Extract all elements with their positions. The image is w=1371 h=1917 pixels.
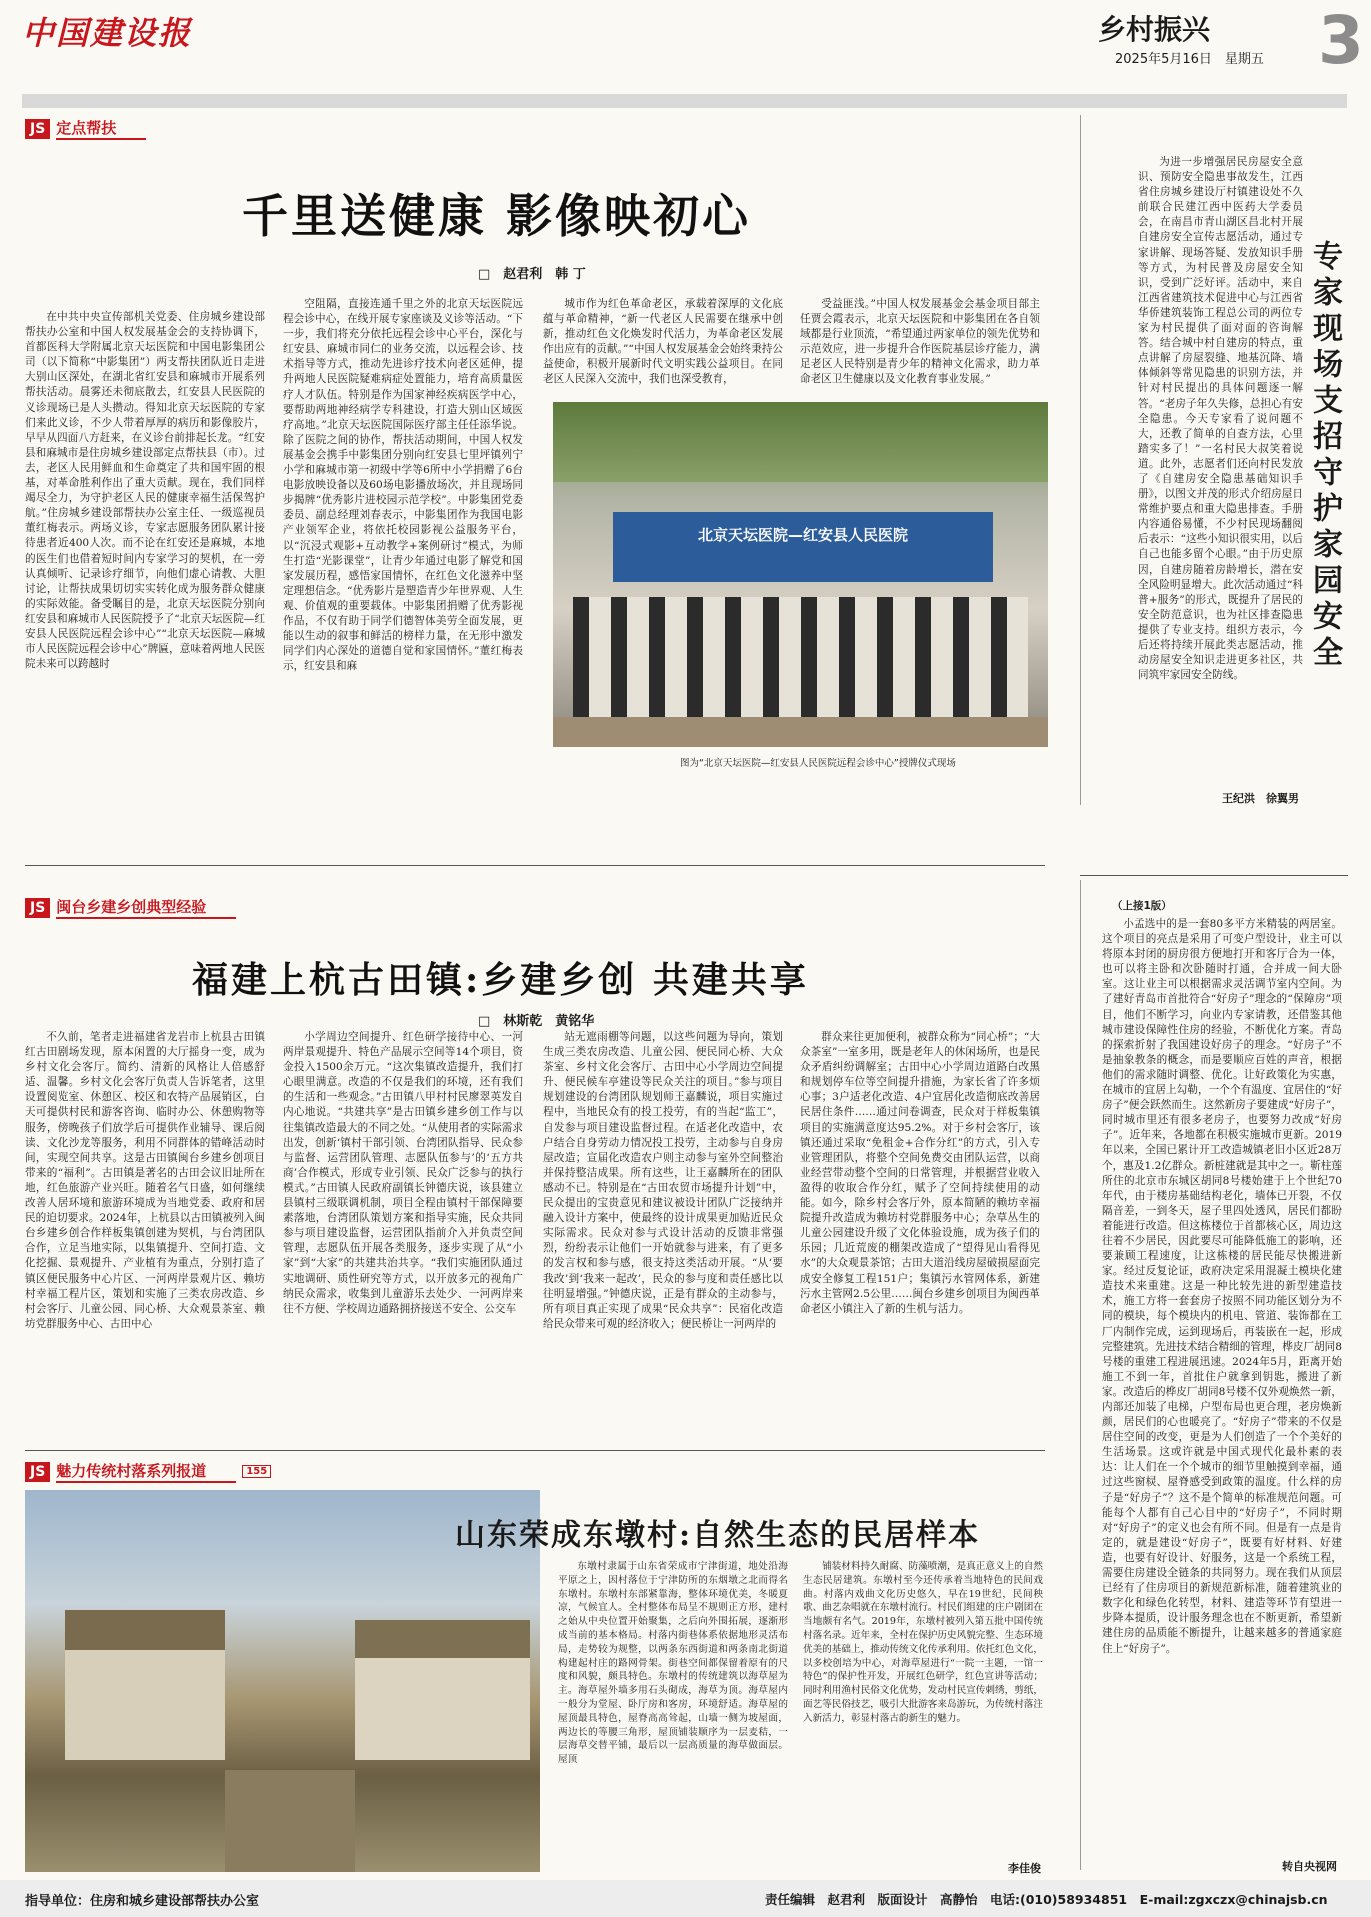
article1-byline: □ 赵君利 韩 丁 [478, 267, 586, 282]
article2-title: 福建上杭古田镇:乡建乡创 共建共享 [192, 959, 809, 1001]
column-tag [25, 1460, 271, 1483]
header-rule [22, 94, 1347, 108]
article1-col2: 空阻隔，直接连通千里之外的北京天坛医院远程会诊中心，在线开展专家座谈及义诊等活动。“下一步，我们将充分依托远程会诊中心平台，深化与红安县、麻城市同仁的业务交流，以远程会诊、技术指导等方式，推动先进诊疗技术向老区延伸，提升两地人民医院疑难病症处置能力，培育高质量医疗人才队伍。特别是作为国家神经疾病医学中心，要帮助两地神经病学专科建设，打造大别山区域医疗高地。”北京天坛医院国际医疗部主任任添华说。除了医院之间的协作，帮扶活动期间，中国人权发展基金会携手中影集团分别向红安县七里坪镇列宁小学和麻城市第一初级中学等6所中小学捐赠了6台电影放映设备以及60场电影播放场次，并且现场同步揭牌“优秀影片进校园示范学校”。中影集团党委委员、副总经理刘春表示，中影集团作为我国电影产业领军企业，将依托校园影视公益服务平台，以“沉浸式观影+互动教学+案例研讨”模式，为师生打造“光影课堂”，让青少年通过电影了解党和国家发展历程，感悟家国情怀，在红色文化滋养中坚定理想信念。“优秀影片是塑造青少年世界观、人生观、价值观的重要载体。中影集团捐赠了优秀影视作品，不仅有助于同学们德智体美劳全面发展，更能以生动的叙事和鲜活的榜样力量，在无形中激发同学们内心深处的道德自觉和家国情怀。”董红梅表示，红安县和麻 [283, 298, 523, 673]
people-group [573, 597, 1028, 717]
article3-col2: 铺装材料持久耐腐、防藻喷潮，是真正意义上的自然生态民居建筑。东墩村至今还传承着当地特色的民间戏曲。村落内戏曲文化历史悠久，早在19世纪，民间秧歌、曲艺杂唱就在东墩村流行。村民们组建的庄户剧团在当地颇有名气。2019年，东墩村被列入第五批中国传统村落名录。近年来，全村在保护历史风貌完整、生态环境优美的基础上，推动传统文化传承利用。依托红色文化，以多校创培为中心，对海草屋进行“一院一主题，一馆一特色”的保护性开发，开展红色研学，红色宣讲等活动；同时利用渔村民俗文化优势，发动村民宣传刺绣，剪纸，面艺等民俗技艺，吸引大批游客来岛游玩，为传统村落注入新活力，彰显村落古韵新生的魅力。 [803, 1561, 1043, 1724]
column-tag-label: 魅力传统村落系列报道 [56, 1460, 236, 1483]
article3-title: 山东荣成东墩村:自然生态的民居样本 [455, 1518, 981, 1553]
ceremony-photo [553, 402, 1048, 747]
article2-col2: 小学周边空间提升、红色研学接待中心、一河两岸景观提升、特色产品展示空间等14个项目，资金投入1500余万元。“这次集镇改造提升，我们打心眼里满意。改造的不仅是我们的环境，还有我们的生活和一些观念。”古田镇八甲村村民廖翠英发自内心地说。“共建共享”是古田镇乡建乡创工作与以往集镇改造最大的不同之处。“从使用者的实际需求出发，创新‘镇村干部引领、台湾团队指导、民众参与监督、运营团队管理、志愿队伍参与’的‘五方共商’合作模式，形成专业引领、民众广泛参与的执行模式。”古田镇人民政府副镇长钟德庆说，该县建立县镇村三级联调机制，项目全程由镇村干部保障要素落地，台湾团队策划方案和指导实施，民众共同参与项目建设监督，运营团队指前介入并负责空间管理，志愿队伍开展各类服务，逐步实现了从“小家”到“大家”的共建共治共享。“我们实施团队通过实地调研、质性研究等方式，以开放多元的视角广纳民众需求，收集到儿童游乐去处少、一河两岸来往不方便、学校周边通路拥挤接送不安全、公交车 [283, 1031, 523, 1315]
article1-col3: 城市作为红色革命老区，承载着深厚的文化底蕴与革命精神，“新一代老区人民需要在继承中创新，推动红色文化焕发时代活力，为革命老区发展作出应有的贡献。”“中国人权发展基金会始终秉持公益使命，积极开展新时代文明实践公益项目。在同老区人民深入交流中，我们也深受教育， [543, 298, 783, 386]
column-tag-label: 定点帮扶 [56, 117, 146, 140]
column-tag [25, 117, 146, 140]
sidebar1-text: 为进一步增强居民房屋安全意识、预防安全隐患事故发生，江西省住房城乡建设厅村镇建设处不久前联合民建江西中医药大学委员会，在南昌市青山湖区昌北村开展自建房安全宣传志愿活动，通过专家讲解、现场答疑、发放知识手册等方式，为村民普及房屋安全知识，受到广泛好评。活动中，来自江西省建筑技术促进中心与江西省华侨建筑装饰工程总公司的两位专家为村民提供了面对面的咨询解答。结合城中村自建房的特点，重点讲解了房屋裂缝、地基沉降、墙体倾斜等常见隐患的识别方法，并针对村民提出的具体问题逐一解答。“老房子年久失修，总担心有安全隐患。今天专家看了说问题不大，还教了简单的自查方法，心里踏实多了！”一名村民大叔笑着说道。此外，志愿者们还向村民发放了《自建房安全隐患基础知识手册》，以图文并茂的形式介绍房屋日常维护要点和重大隐患排查。手册内容通俗易懂，不少村民现场翻阅后表示：“这些小知识很实用，以后自己也能多留个心眼。”由于历史原因，自建房随着房龄增长，潜在安全风险明显增大。此次活动通过“科普+服务”的形式，既提升了居民的安全防范意识，也为社区排查隐患提供了专业支持。组织方表示，今后还将持续开展此类志愿活动，推动房屋安全知识走进更多社区，共同筑牢家园安全防线。 [1138, 156, 1303, 682]
article3-col1: 东墩村隶属于山东省荣成市宁津街道，地处沿海平原之上，因村落位于宁津防所的东烟墩之北而得名东墩村。东墩村东部紧靠海，整体环境优美，冬暖夏凉，气候宜人。全村整体布局呈不规则正方形，建村之始从中央位置开始聚集，之后向外围拓展，逐渐形成当前的基本格局。村落内街巷体系依据地形灵活布局，走势较为规整，以两条东西街道和两条南北街道构建起村庄的路网骨架。街巷空间都保留着原有的尺度和风貌，颇具特色。东墩村的传统建筑以海草屋为主。海草屋外墙多用石头砌成，海草为顶。海草屋内一般分为堂屋、卧厅房和客房，环境舒适。海草屋的屋顶最具特色，屋脊高高耸起，山墙一侧为坡屋面，两边长的等腰三角形，屋顶铺装顺序为一层麦秸，一层海草交替平铺，最后以一层高质量的海草做面层。屋顶 [558, 1561, 788, 1766]
article1-col4: 受益匪浅。”中国人权发展基金会基金项目部主任贾会霞表示，北京天坛医院和中影集团在各自领域都是行业顶流，“希望通过两家单位的领先优势和示范效应，进一步提升合作医院基层诊疗能力，满足老区人民特别是青少年的精神文化需求，助力革命老区卫生健康以及文化教育事业发展。” [800, 298, 1040, 386]
sidebar1-author: 王纪洪 徐翼男 [1222, 792, 1299, 805]
sidebar1-title: 专家现场支招守护家园安全 [1307, 240, 1342, 672]
issue-date: 2025年5月16日 星期五 [1115, 52, 1264, 67]
article2-col3: 站无遮雨棚等问题，以这些问题为导向，策划生成三类农房改造、儿童公园、便民同心桥、大众茶室、乡村文化会客厅、古田中心小学周边空间提升、便民候车亭建设等民众关注的项目。”参与项目规划建设的台湾团队规划师王嘉麟说，项目实施过程中，当地民众有的投工投劳，有的当起“监工”，自发参与项目建设监督过程。在适老化改造中，农户结合自身劳动力情况投工投劳，主动参与自身房屋改造；宣届化改造农户则主动参与室外空间整治并保持整洁成果。所有这些，让王嘉麟所在的团队感动不已。特别是在“古田农贸市场提升计划”中，民众提出的宝贵意见和建议被设计团队广泛接纳并融入设计方案中，使最终的设计成果更加贴近民众实际需求。民众对参与式设计活动的反馈非常强烈，纷纷表示让他们一开始就参与进来，有了更多的发言权和参与感，很支持这类活动开展。“从‘要我改’到‘我来一起改’，民众的参与度和责任感比以往明显增强。”钟德庆说，正是有群众的主动参与，所有项目真正实现了成果“民众共享”：民宿化改造给民众带来可观的经济收入；便民桥让一河两岸的 [543, 1031, 783, 1330]
column-tag-label: 闽台乡建乡创典型经验 [56, 896, 236, 919]
sidebar2-source: 转自央视网 [1282, 1860, 1337, 1873]
article2-col1: 不久前，笔者走进福建省龙岩市上杭县古田镇红古田剧场发现，原本闲置的大厅摇身一变，成为乡村文化会客厅。简约、清新的风格让人倍感舒适、温馨。乡村文化会客厅负责人告诉笔者，这里设置阅览室、休憩区、校区和农特产品展销区，白天可提供村民和游客咨询、临时办公、休憩购物等服务，傍晚孩子们放学后可提供作业辅导、课后阅读、文化沙龙等服务，利用不同群体的错峰活动时间，实现空间共享。这是古田镇闽台乡建乡创项目带来的“福利”。古田镇是著名的古田会议旧址所在地，红色旅游产业兴旺。随着名气日盛，如何继续改善人居环境和旅游环境成为当地党委、政府和居民的迫切要求。2024年，上杭县以古田镇被列入闽台乡建乡创合作样板集镇创建为契机，与台湾团队合作，立足当地实际，以集镇提升、空间打造、文化挖掘、景观提升、产业植有为重点，分别打造了镇区便民服务中心片区、一河两岸景观片区、赖坊村幸福工程片区，策划和实施了三类农房改造、乡村会客厅、儿童公园、同心桥、大众观景茶室、赖坊党群服务中心、古田中心 [25, 1031, 265, 1330]
article1-col1: 在中共中央宣传部机关党委、住房城乡建设部帮扶办公室和中国人权发展基金会的支持协调下，首都医科大学附属北京天坛医院和中国电影集团公司（以下简称“中影集团”）两支帮扶团队近日走进大别山区深处，在湖北省红安县和麻城市开展系列帮扶活动。晨雾还未彻底散去，红安县人民医院的义诊现场已是人头攒动。得知北京天坛医院的专家们来此义诊，不少人带着厚厚的病历和影像胶片，早早从四面八方赶来，在义诊台前排起长龙。“红安县和麻城市是住房城乡建设部定点帮扶县（市）。过去，老区人民用鲜血和生命奠定了共和国牢固的根基，对革命胜利作出了重大贡献。现在，我们同样竭尽全力，为守护老区人民的健康幸福生活保驾护航。”住房城乡建设部帮扶办公室主任、一级巡视员董红梅表示。两场义诊，专家志愿服务团队累计接待患者近400人次。而不论在红安还是麻城，本地的医生们也借着短时间内专家学习的契机，在一旁认真倾听、记录诊疗细节，向他们虚心请教、大胆讨论，让帮扶成果切切实实转化成为服务群众健康的实际效能。备受瞩目的是，北京天坛医院分别向红安县和麻城市人民医院授予了“北京天坛医院—红安县人民医院远程会诊中心”“北京天坛医院—麻城市人民医院远程会诊中心”牌匾，意味着两地人民医院未来可以跨越时 [25, 311, 265, 671]
village-lane [225, 1770, 355, 1872]
js-badge: JS [25, 898, 50, 918]
column-tag [25, 896, 236, 919]
article2-col4: 群众来往更加便利，被群众称为“同心桥”；“大众茶室”一室多用，既是老年人的休闲场所，也是民众矛盾纠纷调解室；古田中心小学周边道路白改黑和规划停车位等空间提升措施，为家长省了许多烦心事；3户适老化改造、4户宜居化改造彻底改善居民居住条件……通过问卷调查，民众对于样板集镇项目的实施满意度达95.2%。对于乡村会客厅，该镇还通过采取“免租金+合作分红”的方式，引入专业管理团队，将整个空间免费交由团队运营，以商业经营带动整个空间的日常管理，并根据营业收入盈得的收取合作分红，赋予了空间持续使用的动能。如今，除乡村会客厅外，原本简陋的赖坊幸福院提升改造成为赖坊村党群服务中心；杂草丛生的儿童公园建设升级了文化体验设施，成为孩子们的乐园；几近荒废的棚架改造成了“望得见山看得见水”的大众观景茶馆；古田大道沿线房屋破损屋面完成安全修复工程151户；集镇污水管网体系，新建污水主管网2.5公里……闽台乡建乡创项目为闽西革命老区小镇注入了新的生机与活力。 [800, 1031, 1040, 1315]
article3-author: 李佳俊 [1008, 1862, 1041, 1875]
article1-title: 千里送健康 影像映初心 [242, 189, 752, 243]
thatched-house [65, 1610, 225, 1760]
page-number: 3 [1318, 2, 1364, 79]
js-badge: JS [25, 1462, 50, 1482]
section-title: 乡村振兴 [1098, 13, 1211, 46]
series-number: 155 [242, 1465, 271, 1478]
newspaper-logo: 中国建设报 [22, 14, 193, 52]
photo-caption: 图为“北京天坛医院—红安县人民医院远程会诊中心”授牌仪式现场 [680, 758, 956, 769]
sidebar2-text: 小孟选中的是一套80多平方米精装的两居室。这个项目的亮点是采用了可变户型设计，业主可以将原本封闭的厨房很方便地打开和客厅合为一体，也可以将主卧和次卧随时打通，合并成一间大卧室。这让业主可以根据需求灵活调节室内空间。为了建好青岛市首批符合“好房子”理念的“保障房”项目，他们不断学习，向业内专家请教，还借鉴其他城市建设保障性住房的经验，不断优化方案。青岛的探索折射了我国建设好房子的理念。“好房子”不是抽象教条的概念，而是要顺应百姓的声音，根据他们的需求随时调整、优化。让好政策化为实惠，在城市的宜居上勾勒，一个个有温度、宜居住的“好房子”便会跃然而生。这然新房子要建成“好房子”，同时城市里还有很多老房子，也要努力改成“好房子”。近年来，各地都在积极实施城市更新。2019年以来，全国已累计开工改造城镇老旧小区近28万个，惠及1.2亿群众。新桩建就是其中之一。靳柱莲所住的北京市东城区胡同8号楼始建于上个世纪70年代，由于楼房基础结构老化，墙体已开裂，不仅隔音差，一到冬天，屋子里四处透风，居民们都盼着能进行改造。但这栋楼位于首都核心区，周边这往着不少居民，因此要尽可能降低施工的影响，还要兼顾工程速度，让这栋楼的居民能尽快搬进新家。经过反复论证，政府决定采用混凝土模块化建造技术来重建。这是一种比较先进的新型建造技术，施工方将一套套房子按照不同功能区划分为不同的模块，每个模块内的机电、管道、装饰都在工厂内制作完成，运到现场后，再装嵌在一起，形成完整建筑。先进技术结合精细的管理，桦皮厂胡同8号楼的重建工程进展迅速。2024年5月，距离开始施工不到一年，首批住户就拿到钥匙，搬进了新家。改造后的桦皮厂胡同8号楼不仅外观焕然一新，内部还加装了电梯，户型布局也更合理，老房焕新颜，居民们的心也暖亮了。“好房子”带来的不仅是居住空间的改变，更是为人们创造了一个个美好的生活场景。这或许就是中国式现代化最朴素的表达：让人们在一个个城市的细节里触摸到幸福，通过这些窗棂、屋脊感受到政策的温度。什么样的房子是“好房子”？这不是个简单的标准规范问题。可能每个人都有自己心目中的“好房子”，不同时期对“好房子”的定义也会有所不同。但是有一点是肯定的，就是建设“好房子”，既要有好材料、好建造，也要有好设计、好服务，这是一个系统工程，需要住房建设全链条的共同努力。现在我们从顶层已经有了住房项目的新规范新标准，随着建筑业的数字化和绿色化转型，材料、建造等环节有望进一步降本提质，设计服务理念也在不断更新，希望新建住房的品质能不断提升，让越来越多的普通家庭住上“好房子”。 [1102, 918, 1342, 1655]
article2-byline: □ 林斯乾 黄铭华 [478, 1014, 595, 1029]
js-badge: JS [25, 119, 50, 139]
thatched-house [355, 1620, 530, 1760]
footer-editors: 责任编辑 赵君利 版面设计 高静怡 电话:(010)58934851 E-mail:zgxczx@chinajsb.cn [765, 1892, 1328, 1907]
continued-label: （上接1版） [1112, 900, 1172, 912]
photo-banner: 北京天坛医院—红安县人民医院 [613, 512, 993, 582]
footer-guidance: 指导单位：住房和城乡建设部帮扶办公室 [25, 1894, 260, 1909]
